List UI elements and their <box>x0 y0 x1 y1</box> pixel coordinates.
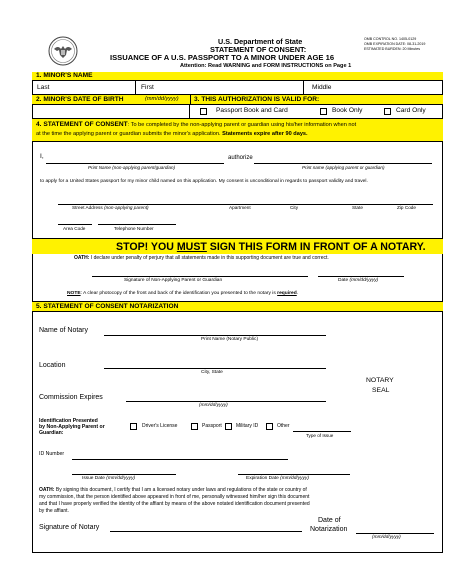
notary-oath-line1 <box>39 488 307 493</box>
other-id-label: Other <box>277 423 290 429</box>
note-required: required <box>277 291 297 296</box>
middle-name-field[interactable] <box>304 81 443 94</box>
stop-pre: STOP! YOU <box>116 241 177 253</box>
section4-line1 <box>36 122 356 129</box>
type-of-issue-label: Type of Issue <box>306 433 334 438</box>
stop-post: SIGN THIS FORM IN FRONT OF A NOTARY. <box>206 241 426 253</box>
drivers-license-label: Driver's License <box>142 423 178 429</box>
opt-card-only-label: Card Only <box>396 107 426 114</box>
expiration-date-hint: (mm/dd/yyyy) <box>280 476 309 481</box>
ap-name-label: Print name (applying parent or guardian) <box>302 165 385 170</box>
passport-id-label: Passport <box>202 423 222 429</box>
last-name-label: Last <box>37 84 50 91</box>
dob-field[interactable] <box>32 105 190 118</box>
passport-id-checkbox[interactable] <box>191 423 198 430</box>
dob-validity-row <box>32 105 443 119</box>
first-name-field[interactable] <box>136 81 304 94</box>
stop-band <box>32 238 443 254</box>
notary-oath-line3: and that I have properly verified the identity of the affiant by means of the above notated identification document presented <box>39 501 310 507</box>
street-address-hint: (non-applying parent) <box>104 205 149 210</box>
section1-title: 1. MINOR'S NAME <box>36 72 93 79</box>
section4-title: 4. STATEMENT OF CONSENT <box>36 121 128 128</box>
minor-name-row <box>32 81 443 95</box>
area-code-label: Area Code <box>63 226 86 231</box>
apartment-label: Apartment <box>229 205 251 210</box>
note-line <box>67 292 298 297</box>
notary-signature-label: Signature of Notary <box>39 524 100 531</box>
stop-must: MUST <box>176 241 207 253</box>
section1-header <box>32 72 443 81</box>
parent-sign-date-line[interactable] <box>318 276 404 277</box>
id-number-label: ID Number <box>39 451 65 457</box>
expiration-date-label: Expiration Date <box>246 476 279 481</box>
header-title1: STATEMENT OF CONSENT: <box>210 45 307 54</box>
area-code-line[interactable] <box>58 224 92 225</box>
notary-seal-line1: NOTARY <box>366 377 394 384</box>
note-text: : A clear photocopy of the front and back of the identification you presented to the notary is <box>80 291 276 296</box>
section4-intro-rest: : To be completed by the non-applying parent or guardian using his/her information when not <box>127 122 357 128</box>
drivers-license-checkbox[interactable] <box>130 423 137 430</box>
section4-intro <box>32 119 443 142</box>
section5-title: 5. STATEMENT OF CONSENT NOTARIZATION <box>36 303 179 310</box>
state-label: State <box>352 205 363 210</box>
parent-date-group <box>338 279 378 284</box>
non-applying-parent-name-line[interactable] <box>46 163 224 164</box>
parent-signature-label: Signature of Non-Applying Parent or Guardian <box>124 278 223 283</box>
omb-line-3: ESTIMATED BURDEN: 20 Minutes <box>364 47 421 51</box>
issue-date-hint: (mm/dd/yyyy) <box>106 476 136 481</box>
middle-name-label: Middle <box>312 84 332 91</box>
city-label: City <box>290 205 299 210</box>
apply-text: to apply for a United States passport for my minor child named on this application. My consent is unconditional in regards to passport validity and travel. <box>40 179 368 184</box>
issue-date-label: Issue Date <box>82 476 105 481</box>
zip-label: Zip Code <box>397 205 417 210</box>
notary-oath-label: OATH: <box>39 487 55 493</box>
id-presented-3: Guardian: <box>39 430 64 436</box>
stop-warning <box>116 242 426 253</box>
id-number-line[interactable] <box>72 459 288 460</box>
name-of-notary-label: Name of Notary <box>39 327 89 334</box>
notary-oath-line2: my commission, that the person identified above appeared in front of me, personally witnessed him/her sign this document <box>39 494 310 500</box>
department-seal-icon <box>48 36 78 66</box>
location-line[interactable] <box>104 368 326 369</box>
telephone-line[interactable] <box>98 224 176 225</box>
last-name-field[interactable] <box>32 81 136 94</box>
opt-book-card-label: Passport Book and Card <box>216 107 288 114</box>
commission-label: Commission Expires <box>39 394 103 401</box>
section4-intro2: at the time the applying parent or guardian submits the minor's application. <box>36 131 221 137</box>
city-state-label: City, State <box>201 370 223 375</box>
oath-line <box>74 256 329 261</box>
military-id-label: Military ID <box>236 423 259 429</box>
oath-text: I declare under penalty of perjury that all statements made in this supporting document are true and correct. <box>90 255 329 261</box>
id-presented-2: by Non-Applying Parent or <box>39 424 105 430</box>
section3-title: 3. THIS AUTHORIZATION IS VALID FOR: <box>194 96 320 103</box>
header-title2: ISSUANCE OF A U.S. PASSPORT TO A MINOR UNDER AGE 16 <box>110 53 335 62</box>
commission-line[interactable] <box>126 401 326 402</box>
issue-date-line[interactable] <box>72 474 176 475</box>
section4-expire-note: Statements expire after 90 days. <box>222 131 308 137</box>
other-id-checkbox[interactable] <box>266 423 273 430</box>
notary-signature-line[interactable] <box>110 531 302 532</box>
notarization-label: Notarization <box>310 526 348 533</box>
passport-book-card-checkbox[interactable] <box>200 108 207 115</box>
date-of-label: Date of <box>318 517 341 524</box>
omb-line-1: OMB CONTROL NO. 1405-0129 <box>364 37 417 41</box>
parent-date-hint: (mm/dd/yyyy) <box>349 278 379 283</box>
section23-header <box>32 95 443 105</box>
opt-book-only-label: Book Only <box>332 107 363 114</box>
military-id-checkbox[interactable] <box>225 423 232 430</box>
card-only-checkbox[interactable] <box>384 108 391 115</box>
notary-name-line[interactable] <box>104 335 326 336</box>
location-label: Location <box>39 362 66 369</box>
notary-print-name-label: Print Name (Notary Public) <box>201 337 259 342</box>
oath-label: OATH: <box>74 255 90 261</box>
notary-oath-text-1: By signing this document, I certify that I am a licensed notary under laws and regulations of the state or country of <box>55 487 307 493</box>
np-name-label: Print Name (non-applying parent/guardian) <box>88 165 176 170</box>
authorize-word: authorize <box>228 155 253 161</box>
issue-date-label-group <box>82 477 135 482</box>
notary-seal-line2: SEAL <box>372 387 390 394</box>
notary-oath-line4: by the affiant. <box>39 508 69 514</box>
section5-header <box>32 301 443 312</box>
commission-hint: (mm/dd/yyyy) <box>199 403 228 408</box>
notarization-date-line[interactable] <box>356 533 434 534</box>
applying-parent-name-line[interactable] <box>254 163 432 164</box>
street-label <box>72 206 149 211</box>
note-end: . <box>296 291 299 296</box>
note-label: NOTE <box>67 291 81 296</box>
consent-i: I, <box>40 153 44 160</box>
section2-title: 2. MINOR'S DATE OF BIRTH <box>36 96 124 103</box>
section4-line2 <box>36 132 308 138</box>
book-only-checkbox[interactable] <box>320 108 327 115</box>
parent-signature-line[interactable] <box>92 276 308 277</box>
id-presented-1: Identification Presented <box>39 418 98 424</box>
street-address-label: Street Address <box>72 205 103 210</box>
omb-line-2: OMB EXPIRATION DATE: 08-31-2019 <box>364 42 426 46</box>
expiration-date-label-group <box>246 477 309 482</box>
telephone-label: Telephone Number <box>114 226 154 231</box>
expiration-date-line[interactable] <box>238 474 350 475</box>
parent-date-label: Date <box>338 278 349 283</box>
section2-hint: (mm/dd/yyyy) <box>145 96 179 102</box>
other-id-line[interactable] <box>293 431 351 432</box>
first-name-label: First <box>141 84 154 91</box>
header-attention: Attention: Read WARNING and FORM INSTRUCTIONS on Page 1 <box>180 63 352 69</box>
header-dept: U.S. Department of State <box>218 37 303 46</box>
notarization-date-hint: (mm/dd/yyyy) <box>372 535 401 540</box>
